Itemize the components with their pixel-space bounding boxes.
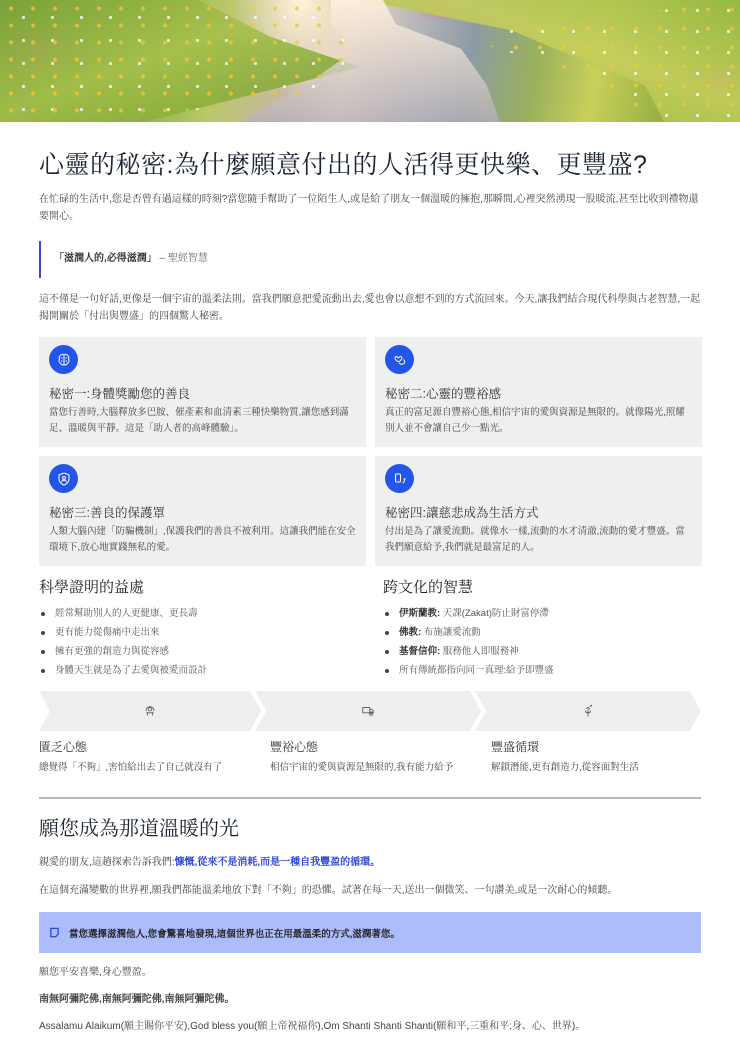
flow-step-3-arrow xyxy=(475,691,701,731)
list-item xyxy=(383,661,701,680)
secret-card-2 xyxy=(375,337,702,447)
flow-step-text: 總覺得「不夠」,害怕給出去了自己就沒有了 xyxy=(39,762,223,773)
growth-money-icon xyxy=(581,704,595,718)
secret-card-1 xyxy=(39,337,366,447)
blessing-paragraph: Assalamu Alaikum(願主賜你平安),God bless you(願上帝祝福你),Om Shanti Shanti Shanti(願和平,三重和平:身、心、世界)。 xyxy=(39,1021,586,1032)
secret-card-title: 秘密二:心靈的豐裕感 xyxy=(385,387,501,401)
secrets-intro-paragraph: 這不僅是一句好話,更像是一個宇宙的溫柔法則。當我們願意把愛流動出去,愛也會以意想不到的方式流回來。今天,讓我們結合現代科學與古老智慧,一起揭開關於「付出與豐盛」的四個驚人秘密。 xyxy=(39,294,701,322)
list-item-text: 布施讓愛流動 xyxy=(421,627,481,638)
callout-text: 當您選擇滋潤他人,您會驚喜地發現,這個世界也正在用最溫柔的方式,滋潤著您。 xyxy=(69,928,400,940)
flow-step-title: 豐盛循環 xyxy=(491,740,540,754)
list-item-label: 基督信仰: xyxy=(399,646,441,657)
secret-card-text: 付出是為了讓愛流動。就像水一樣,流動的水才清澈,流動的愛才豐盛。當我們願意給予,我們就是最富足的人。 xyxy=(385,526,685,553)
benefits-and-wisdom xyxy=(39,578,701,680)
intro-paragraph: 在忙碌的生活中,您是否曾有過這樣的時刻?當您隨手幫助了一位陌生人,或是給了朋友一個溫暖的擁抱,那瞬間,心裡突然湧現一股暖流,甚至比收到禮物還要開心。 xyxy=(39,194,699,222)
secret-card-4 xyxy=(375,456,702,566)
share-flow-icon xyxy=(385,464,414,493)
list-item xyxy=(383,623,701,642)
section-divider xyxy=(39,797,701,799)
mindset-flow-labels xyxy=(39,739,701,775)
secret-card-title: 秘密四:讓慈悲成為生活方式 xyxy=(385,506,539,520)
closing-heading: 願您成為那道溫暖的光 xyxy=(39,818,239,840)
secret-cards xyxy=(39,337,701,566)
science-heading: 科學證明的益處 xyxy=(39,579,145,596)
flow-step-title: 豐裕心態 xyxy=(270,740,319,754)
list-item-text: 所有傳統都指向同一真理:給予即豐盛 xyxy=(399,665,554,676)
scarcity-person-icon xyxy=(143,704,157,718)
mindset-flow xyxy=(39,691,701,731)
culture-heading: 跨文化的智慧 xyxy=(383,579,474,596)
secret-card-title: 秘密一:身體獎勵您的善良 xyxy=(49,387,190,401)
hand-heart-icon xyxy=(385,345,414,374)
list-item-text: 天課(Zakat)防止財富停滯 xyxy=(440,608,549,619)
flow-step-2-arrow xyxy=(255,691,481,731)
callout-box xyxy=(39,912,701,953)
quote-source: 聖經智慧 xyxy=(167,253,208,264)
list-item xyxy=(383,604,701,623)
blockquote xyxy=(39,241,701,278)
article-content xyxy=(0,150,740,1035)
flow-step-1 xyxy=(39,739,270,775)
secret-card-text: 真正的富足源自豐裕心態,相信宇宙的愛與資源是無限的。就像陽光,照耀別人並不會讓自己少一點光。 xyxy=(385,407,685,434)
page-title: 心靈的秘密:為什麼願意付出的人活得更快樂、更豐盛? xyxy=(39,151,648,179)
closing-paragraph-1 xyxy=(39,854,701,871)
list-item: 身體天生就是為了去愛與被愛而設計 xyxy=(39,661,383,680)
list-item-label: 佛教: xyxy=(399,627,422,638)
flow-step-text: 相信宇宙的愛與資源是無限的,我有能力給予 xyxy=(270,762,454,773)
flow-step-text: 解鎖潛能,更有創造力,從容面對生活 xyxy=(491,762,639,773)
list-item xyxy=(383,642,701,661)
culture-column xyxy=(383,578,701,680)
flow-step-1-arrow xyxy=(39,691,261,731)
list-item: 經常幫助別人的人更健康、更長壽 xyxy=(39,604,383,623)
list-item-label: 伊斯蘭教: xyxy=(399,608,441,619)
science-column xyxy=(39,578,383,680)
namo-paragraph: 南無阿彌陀佛,南無阿彌陀佛,南無阿彌陀佛。 xyxy=(39,994,235,1005)
flow-step-2 xyxy=(270,739,491,775)
secret-card-text: 人類大腦內建「防騙機制」,保護我們的善良不被利用。這讓我們能在安全環境下,放心地實踐無私的愛。 xyxy=(49,526,356,553)
secret-card-title: 秘密三:善良的保護罩 xyxy=(49,506,165,520)
giving-truck-icon xyxy=(361,704,375,718)
hero-image xyxy=(0,0,740,122)
secret-card-3 xyxy=(39,456,366,566)
shield-user-icon xyxy=(49,464,78,493)
wish-paragraph: 願您平安喜樂,身心豐盈。 xyxy=(39,967,152,978)
list-item: 擁有更強的創造力與從容感 xyxy=(39,642,383,661)
list-item: 更有能力從傷痛中走出來 xyxy=(39,623,383,642)
note-icon xyxy=(49,927,60,938)
highlighted-text: 慷慨,從來不是消耗,而是一種自我豐盈的循環。 xyxy=(174,857,381,868)
brain-icon xyxy=(49,345,78,374)
quote-dash: – xyxy=(156,253,168,264)
quote-text: 「滋潤人的,必得滋潤」 xyxy=(54,253,157,264)
secret-card-text: 當您行善時,大腦釋放多巴胺、催產素和血清素三種快樂物質,讓您感到滿足、溫暖與平靜。這是「助人者的高峰體驗」。 xyxy=(49,407,349,434)
closing-paragraph-prefix: 親愛的朋友,這趟探索告訴我們: xyxy=(39,857,175,868)
culture-list xyxy=(383,604,701,680)
list-item-text: 服務他人即服務神 xyxy=(440,646,519,657)
flow-step-3 xyxy=(491,739,711,775)
science-list xyxy=(39,604,383,680)
flow-step-title: 匱乏心態 xyxy=(39,740,88,754)
closing-paragraph-2: 在這個充滿變數的世界裡,願我們都能溫柔地放下對「不夠」的恐懼。試著在每一天,送出一個微笑、一句讚美,或是一次耐心的傾聽。 xyxy=(39,885,618,896)
